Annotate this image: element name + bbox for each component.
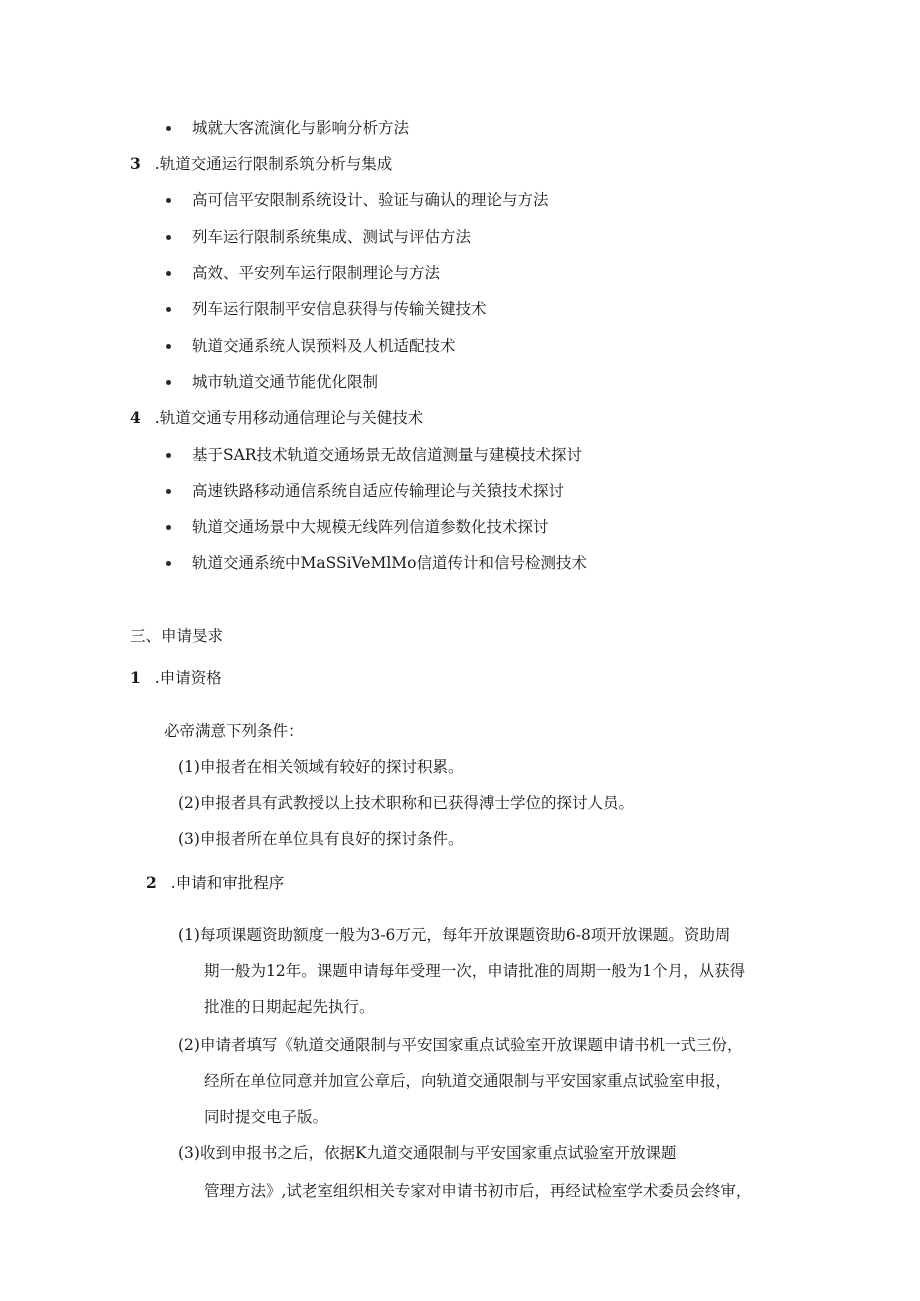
- item-4-heading: [130, 408, 423, 428]
- bullet-dot-icon: [166, 344, 171, 349]
- bullet-text: 列车运行限制平安信息获得与传输关键技术: [192, 300, 487, 318]
- bullet-text: 高速铁路移动通信系统自适应传输理论与关猿技术探讨: [192, 482, 565, 500]
- paragraph-line: (3)收到申报书之后，依据K九道交通限制与平安国家重点试验室开放课题: [178, 1144, 677, 1162]
- sub-1-intro: 必帝满意下列条件：: [164, 722, 304, 740]
- sub-1-heading: [130, 668, 222, 688]
- bullet-text: 高可信平安限制系统设计、验证与确认的理论与方法: [192, 191, 549, 209]
- item-title: .轨道交通运行限制系筑分析与集成: [154, 155, 393, 173]
- condition-item: (3)申报者所在单位具有良好的探讨条件。: [178, 830, 464, 848]
- item-title: .申请和审批程序: [170, 874, 285, 892]
- paragraph-line: 管理方法》,试老室组织相关专家对申请书初市后，再经试检室学术委员会终审，: [204, 1182, 752, 1200]
- item-number: 2: [146, 873, 157, 892]
- bullet-text: 轨道交通场景中大规模无线阵列信道参数化技术探讨: [192, 518, 549, 536]
- bullet-text: 基于SAR技术轨道交通场景无故信道测量与建模技术探讨: [192, 446, 582, 464]
- bullet-text: 轨道交通系统人误预料及人机适配技术: [192, 337, 456, 355]
- bullet-text: 城就大客流演化与影响分析方法: [192, 119, 410, 137]
- paragraph-line: (1)每项课题资助额度一般为3-6万元，每年开放课题资助6-8项开放课题。资助周: [178, 926, 731, 944]
- bullet-dot-icon: [166, 380, 171, 385]
- paragraph-line: 同时提交电子版。: [204, 1108, 329, 1126]
- condition-item: (1)申报者在相关领域有较好的探讨积累。: [178, 758, 464, 776]
- bullet-text: 城市轨道交通节能优化限制: [192, 373, 379, 391]
- item-title: .申请资格: [154, 669, 222, 687]
- bullet-dot-icon: [166, 561, 171, 566]
- bullet-text: 列车运行限制系统集成、测试与评估方法: [192, 228, 472, 246]
- paragraph-line: 期一般为12年。课题申请每年受理一次，申请批准的周期一般为1个月，从获得: [204, 962, 746, 980]
- item-3-heading: [130, 154, 392, 174]
- bullet-dot-icon: [166, 198, 171, 203]
- section-heading: 三、申请旻求: [130, 627, 224, 645]
- bullet-dot-icon: [166, 489, 171, 494]
- item-number: 4: [130, 408, 141, 427]
- bullet-dot-icon: [166, 126, 171, 131]
- item-number: 1: [130, 668, 141, 687]
- sub-2-heading: [146, 873, 284, 893]
- bullet-dot-icon: [166, 525, 171, 530]
- bullet-dot-icon: [166, 307, 171, 312]
- bullet-dot-icon: [166, 453, 171, 458]
- item-title: .轨道交通专用移动通信理论与关健技术: [154, 409, 424, 427]
- bullet-text: 轨道交通系统中MaSSiVeMlMo信道传计和信号检测技术: [192, 554, 588, 572]
- bullet-dot-icon: [166, 235, 171, 240]
- condition-item: (2)申报者具有武教授以上技术职称和已获得溥士学位的探讨人员。: [178, 794, 634, 812]
- bullet-dot-icon: [166, 271, 171, 276]
- paragraph-line: (2)申请者填写《轨道交通限制与平安国家重点试验室开放课题申请书机一式三份，: [178, 1036, 743, 1054]
- item-number: 3: [130, 154, 141, 173]
- bullet-text: 高效、平安列车运行限制理论与方法: [192, 264, 441, 282]
- paragraph-line: 批准的日期起起先执行。: [204, 998, 375, 1016]
- paragraph-line: 经所在单位同意并加宣公章后，向轨道交通限制与平安国家重点试验室申报，: [204, 1072, 732, 1090]
